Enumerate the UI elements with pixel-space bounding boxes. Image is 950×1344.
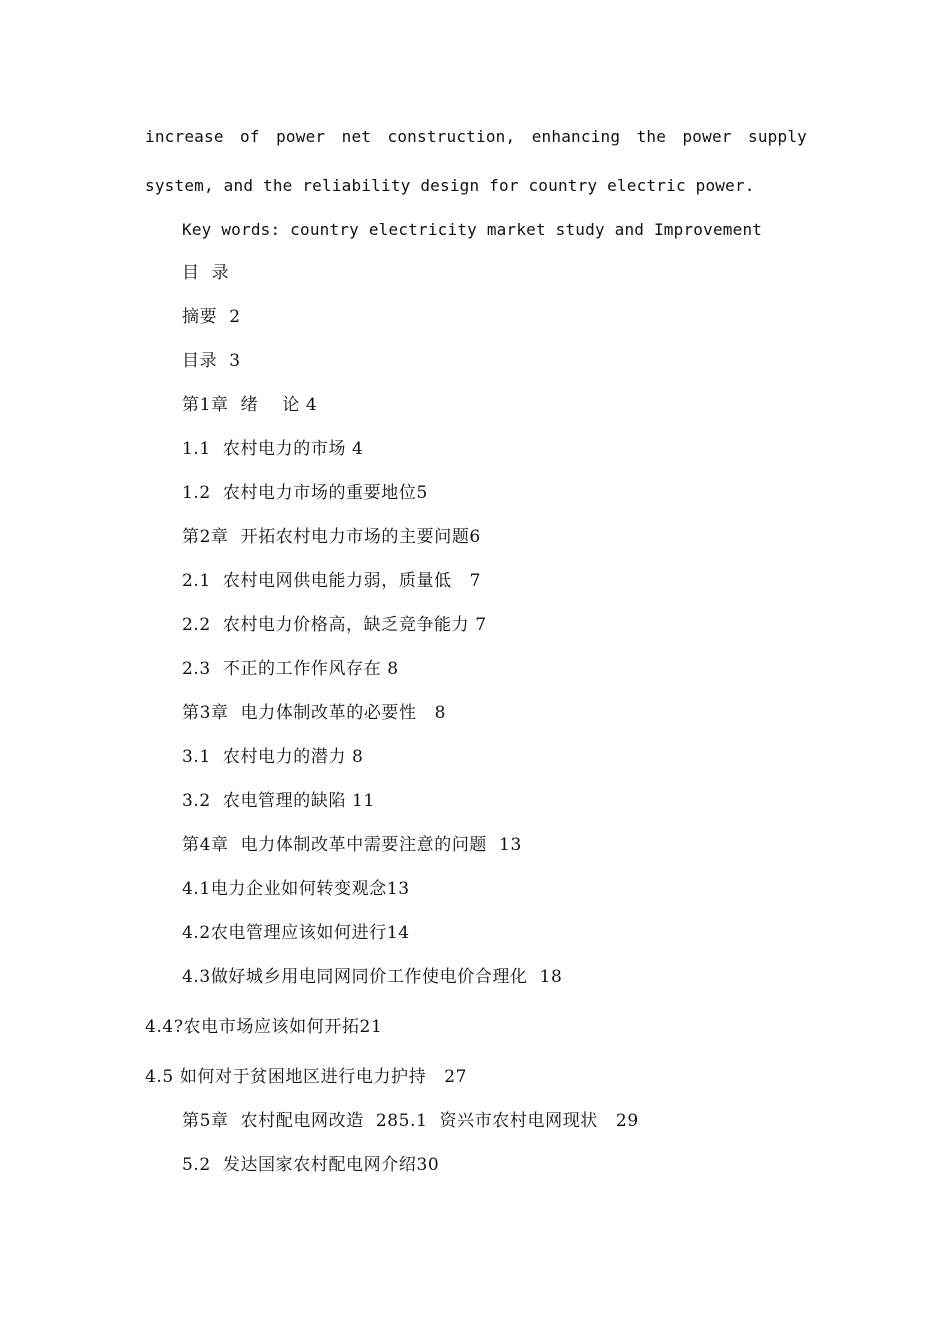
keywords-line: Key words: country electricity market study and Improvement	[182, 220, 763, 239]
toc-entry: 2.1 农村电网供电能力弱，质量低 7	[182, 571, 482, 591]
toc-entry: 3.2 农电管理的缺陷 11	[182, 791, 375, 811]
toc-entry: 2.2 农村电力价格高，缺乏竞争能力 7	[182, 615, 487, 635]
toc-entry: 1.1 农村电力的市场 4	[182, 439, 364, 459]
toc-entry: 3.1 农村电力的潜力 8	[182, 747, 364, 767]
toc-entry: 4.3做好城乡用电同网同价工作使电价合理化 18	[182, 967, 563, 987]
toc-entry: 第1章 绪 论 4	[182, 395, 318, 415]
toc-entry: 4.5 如何对于贫困地区进行电力护持 27	[145, 1067, 468, 1087]
toc-entry: 第2章 开拓农村电力市场的主要问题6	[182, 527, 481, 547]
toc-heading: 目 录	[182, 263, 230, 283]
toc-entry: 第3章 电力体制改革的必要性 8	[182, 703, 447, 723]
abstract-line-2: system, and the reliability design for country electric power.	[145, 176, 755, 195]
toc-entry: 1.2 农村电力市场的重要地位5	[182, 483, 428, 503]
toc-entry: 第5章 农村配电网改造 285.1 资兴市农村电网现状 29	[182, 1111, 639, 1131]
toc-entry: 2.3 不正的工作作风存在 8	[182, 659, 399, 679]
abstract-line-1: increase of power net construction, enhancing the power supply	[145, 127, 807, 146]
toc-entry: 摘要 2	[182, 307, 241, 327]
toc-entry: 5.2 发达国家农村配电网介绍30	[182, 1155, 440, 1175]
toc-entry: 4.1电力企业如何转变观念13	[182, 879, 410, 899]
toc-entry: 第4章 电力体制改革中需要注意的问题 13	[182, 835, 522, 855]
toc-entry: 4.2农电管理应该如何进行14	[182, 923, 410, 943]
toc-entry: 目录 3	[182, 351, 241, 371]
toc-entry: 4.4?农电市场应该如何开拓21	[145, 1017, 383, 1037]
